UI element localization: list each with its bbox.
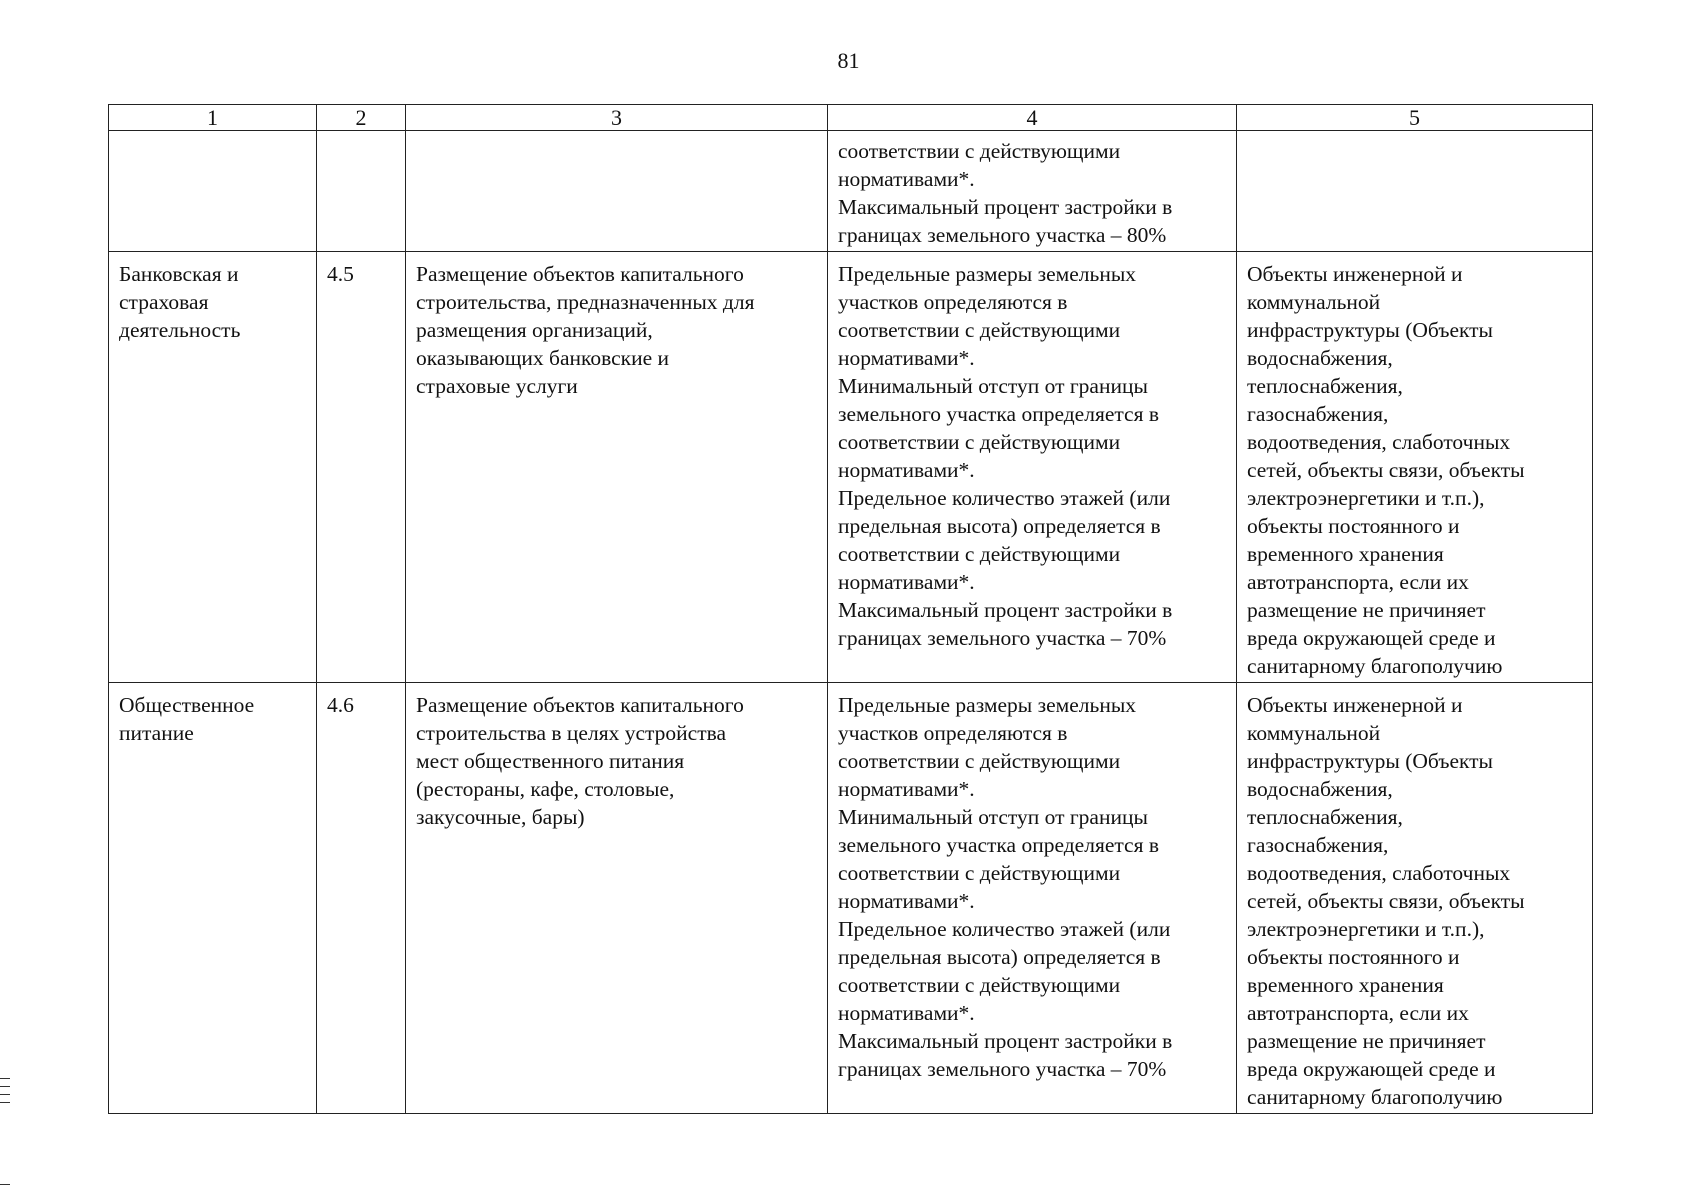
cell-text-line: (рестораны, кафе, столовые, bbox=[416, 777, 675, 801]
cell-text-line: Максимальный процент застройки в bbox=[838, 195, 1173, 219]
cell-text-line: страховые услуги bbox=[416, 374, 578, 398]
cell-text-line: коммунальной bbox=[1247, 721, 1381, 745]
margin-scan-mark bbox=[0, 1086, 10, 1087]
activity-code-cell bbox=[317, 683, 406, 1114]
cell-text-line: сетей, объекты связи, объекты bbox=[1247, 889, 1525, 913]
cell-text-line: санитарному благополучию bbox=[1247, 654, 1503, 678]
cell-text-line: соответствии с действующими bbox=[838, 973, 1121, 997]
cell-text-line: Банковская и bbox=[119, 262, 239, 286]
cell-text-line: нормативами*. bbox=[838, 346, 975, 370]
cell-text-line: соответствии с действующими bbox=[838, 430, 1121, 454]
cell-text-line: электроэнергетики и т.п.), bbox=[1247, 917, 1485, 941]
header-cell-1: 1 bbox=[109, 105, 317, 131]
continuation-col1 bbox=[109, 131, 317, 252]
cell-text-line: Минимальный отступ от границы bbox=[838, 374, 1148, 398]
cell-text-line: водоотведения, слаботочных bbox=[1247, 430, 1511, 454]
activity-code-cell bbox=[317, 252, 406, 683]
cell-text-line: участков определяются в bbox=[838, 290, 1068, 314]
cell-text-line: нормативами*. bbox=[838, 458, 975, 482]
cell-text-line: земельного участка определяется в bbox=[838, 833, 1159, 857]
cell-text-line: теплоснабжения, bbox=[1247, 374, 1403, 398]
cell-text-line: нормативами*. bbox=[838, 167, 975, 191]
cell-text-line: Предельные размеры земельных bbox=[838, 693, 1137, 717]
cell-text-line: соответствии с действующими bbox=[838, 318, 1121, 342]
activity-description-cell bbox=[406, 252, 828, 683]
cell-text-line: Размещение объектов капитального bbox=[416, 693, 744, 717]
activity-description-cell bbox=[406, 683, 828, 1114]
header-cell-4: 4 bbox=[828, 105, 1237, 131]
cell-text-line: закусочные, бары) bbox=[416, 805, 585, 829]
cell-text-line: деятельность bbox=[119, 318, 241, 342]
cell-text-line: временного хранения bbox=[1247, 973, 1444, 997]
activity-name-cell bbox=[109, 252, 317, 683]
parameters-cell bbox=[828, 252, 1237, 683]
cell-text-line: 4.5 bbox=[327, 262, 354, 286]
cell-text-line: предельная высота) определяется в bbox=[838, 945, 1161, 969]
header-cell-2: 2 bbox=[317, 105, 406, 131]
cell-text-line: Максимальный процент застройки в bbox=[838, 1029, 1173, 1053]
cell-text-line: Общественное bbox=[119, 693, 255, 717]
cell-text-line: нормативами*. bbox=[838, 777, 975, 801]
margin-scan-mark bbox=[0, 1078, 10, 1079]
continuation-col3 bbox=[406, 131, 828, 252]
header-cell-3: 3 bbox=[406, 105, 828, 131]
cell-text-line: Объекты инженерной и bbox=[1247, 262, 1463, 286]
cell-text-line: соответствии с действующими bbox=[838, 861, 1121, 885]
cell-text-line: границах земельного участка – 70% bbox=[838, 1057, 1167, 1081]
cell-text-line: инфраструктуры (Объекты bbox=[1247, 318, 1494, 342]
cell-text-line: границах земельного участка – 80% bbox=[838, 223, 1167, 247]
auxiliary-uses-cell bbox=[1237, 252, 1593, 683]
cell-text-line: земельного участка определяется в bbox=[838, 402, 1159, 426]
cell-text-line: временного хранения bbox=[1247, 542, 1444, 566]
cell-text-line: размещение не причиняет bbox=[1247, 598, 1486, 622]
table-row bbox=[109, 683, 1593, 1114]
cell-text-line: Предельное количество этажей (или bbox=[838, 486, 1171, 510]
continuation-col4 bbox=[828, 131, 1237, 252]
cell-text-line: газоснабжения, bbox=[1247, 402, 1389, 426]
cell-text-line: Предельные размеры земельных bbox=[838, 262, 1137, 286]
cell-text-line: объекты постоянного и bbox=[1247, 514, 1460, 538]
cell-text-line: Максимальный процент застройки в bbox=[838, 598, 1173, 622]
continuation-col5 bbox=[1237, 131, 1593, 252]
cell-text-line: нормативами*. bbox=[838, 889, 975, 913]
cell-text-line: нормативами*. bbox=[838, 570, 975, 594]
cell-text-line: соответствии с действующими bbox=[838, 749, 1121, 773]
cell-text-line: соответствии с действующими bbox=[838, 139, 1121, 163]
cell-text-line: строительства, предназначенных для bbox=[416, 290, 755, 314]
table-row bbox=[109, 252, 1593, 683]
cell-text-line: вреда окружающей среде и bbox=[1247, 1057, 1496, 1081]
cell-text-line: газоснабжения, bbox=[1247, 833, 1389, 857]
cell-text-line: границах земельного участка – 70% bbox=[838, 626, 1167, 650]
cell-text-line: автотранспорта, если их bbox=[1247, 570, 1469, 594]
margin-scan-mark bbox=[0, 1102, 10, 1103]
cell-text-line: вреда окружающей среде и bbox=[1247, 626, 1496, 650]
cell-text-line: Размещение объектов капитального bbox=[416, 262, 744, 286]
cell-text-line: питание bbox=[119, 721, 194, 745]
table-header-row bbox=[109, 105, 1593, 131]
cell-text-line: водоснабжения, bbox=[1247, 346, 1393, 370]
cell-text-line: водоотведения, слаботочных bbox=[1247, 861, 1511, 885]
continuation-col2 bbox=[317, 131, 406, 252]
cell-text-line: Объекты инженерной и bbox=[1247, 693, 1463, 717]
cell-text-line: размещение не причиняет bbox=[1247, 1029, 1486, 1053]
cell-text-line: предельная высота) определяется в bbox=[838, 514, 1161, 538]
cell-text-line: автотранспорта, если их bbox=[1247, 1001, 1469, 1025]
cell-text-line: сетей, объекты связи, объекты bbox=[1247, 458, 1525, 482]
cell-text-line: 4.6 bbox=[327, 693, 354, 717]
activity-name-cell bbox=[109, 683, 317, 1114]
cell-text-line: коммунальной bbox=[1247, 290, 1381, 314]
cell-text-line: нормативами*. bbox=[838, 1001, 975, 1025]
regulations-table bbox=[108, 104, 1593, 1114]
cell-text-line: мест общественного питания bbox=[416, 749, 685, 773]
margin-scan-mark bbox=[0, 1094, 10, 1095]
cell-text-line: объекты постоянного и bbox=[1247, 945, 1460, 969]
auxiliary-uses-cell bbox=[1237, 683, 1593, 1114]
cell-text-line: электроэнергетики и т.п.), bbox=[1247, 486, 1485, 510]
page-number: 81 bbox=[837, 48, 860, 73]
cell-text-line: инфраструктуры (Объекты bbox=[1247, 749, 1494, 773]
cell-text-line: оказывающих банковские и bbox=[416, 346, 670, 370]
cell-text-line: участков определяются в bbox=[838, 721, 1068, 745]
cell-text-line: санитарному благополучию bbox=[1247, 1085, 1503, 1109]
cell-text-line: теплоснабжения, bbox=[1247, 805, 1403, 829]
cell-text-line: водоснабжения, bbox=[1247, 777, 1393, 801]
parameters-cell bbox=[828, 683, 1237, 1114]
continuation-row bbox=[109, 131, 1593, 252]
cell-text-line: Минимальный отступ от границы bbox=[838, 805, 1148, 829]
cell-text-line: размещения организаций, bbox=[416, 318, 653, 342]
cell-text-line: строительства в целях устройства bbox=[416, 721, 727, 745]
margin-scan-mark bbox=[0, 1184, 10, 1185]
cell-text-line: соответствии с действующими bbox=[838, 542, 1121, 566]
cell-text-line: Предельное количество этажей (или bbox=[838, 917, 1171, 941]
cell-text-line: страховая bbox=[119, 290, 209, 314]
header-cell-5: 5 bbox=[1237, 105, 1593, 131]
